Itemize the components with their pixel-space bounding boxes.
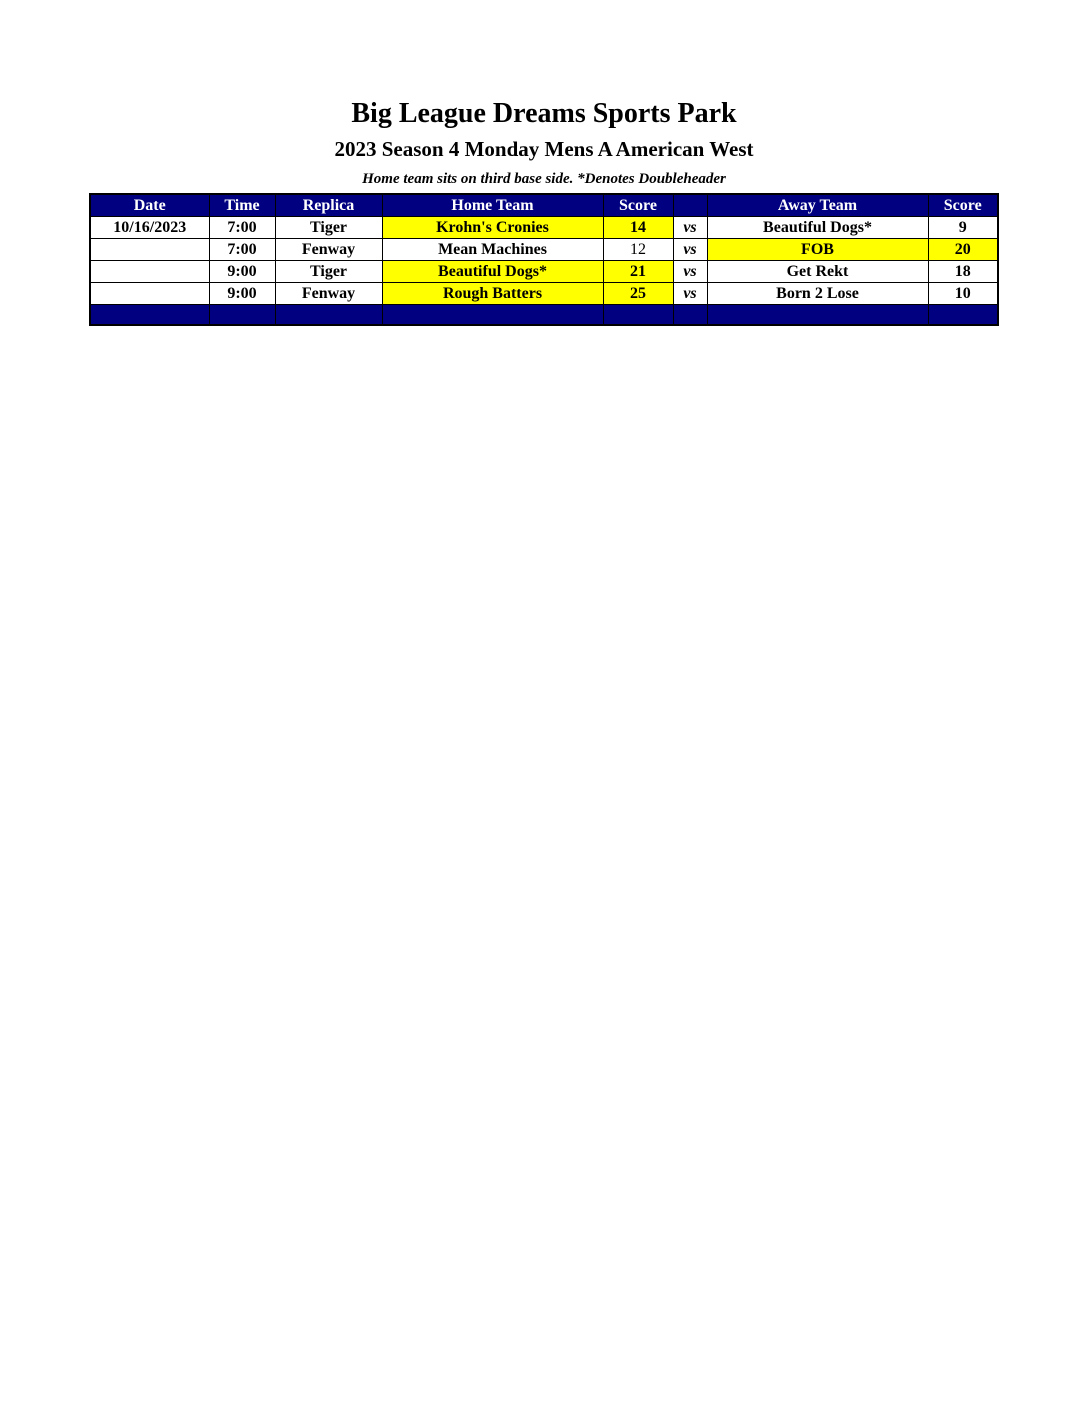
column-header-away-team: Away Team (707, 194, 928, 217)
footer-cell (928, 305, 998, 326)
vs-label: vs (673, 239, 707, 261)
home-team: Mean Machines (382, 239, 603, 261)
home-score: 12 (603, 239, 673, 261)
column-header-time: Time (209, 194, 275, 217)
home-team: Beautiful Dogs* (382, 261, 603, 283)
schedule-note: Home team sits on third base side. *Denotes Doubleheader (362, 171, 726, 187)
away-team: Beautiful Dogs* (707, 217, 928, 239)
footer-cell (275, 305, 382, 326)
column-header-home-score: Score (603, 194, 673, 217)
home-score: 21 (603, 261, 673, 283)
game-replica: Tiger (275, 217, 382, 239)
footer-cell (673, 305, 707, 326)
game-replica: Fenway (275, 239, 382, 261)
table-footer-row (90, 305, 998, 326)
away-team: Get Rekt (707, 261, 928, 283)
away-score: 9 (928, 217, 998, 239)
away-team: Born 2 Lose (707, 283, 928, 305)
footer-cell (382, 305, 603, 326)
away-score: 20 (928, 239, 998, 261)
column-header-home-team: Home Team (382, 194, 603, 217)
column-header-date: Date (90, 194, 209, 217)
game-date (90, 283, 209, 305)
home-team: Rough Batters (382, 283, 603, 305)
game-replica: Tiger (275, 261, 382, 283)
footer-cell (209, 305, 275, 326)
game-time: 7:00 (209, 239, 275, 261)
game-time: 7:00 (209, 217, 275, 239)
column-header-away-score: Score (928, 194, 998, 217)
column-header-vs (673, 194, 707, 217)
table-row (90, 261, 998, 283)
home-score: 25 (603, 283, 673, 305)
table-row (90, 239, 998, 261)
column-header-replica: Replica (275, 194, 382, 217)
footer-cell (603, 305, 673, 326)
game-date (90, 261, 209, 283)
table-row (90, 283, 998, 305)
table-row (90, 217, 998, 239)
game-replica: Fenway (275, 283, 382, 305)
page-title: Big League Dreams Sports Park (351, 98, 737, 129)
game-date (90, 239, 209, 261)
game-time: 9:00 (209, 283, 275, 305)
game-time: 9:00 (209, 261, 275, 283)
away-score: 10 (928, 283, 998, 305)
home-team: Krohn's Cronies (382, 217, 603, 239)
footer-cell (90, 305, 209, 326)
vs-label: vs (673, 217, 707, 239)
away-score: 18 (928, 261, 998, 283)
table-header-row (90, 194, 998, 217)
schedule-table (89, 193, 999, 326)
game-date: 10/16/2023 (90, 217, 209, 239)
away-team: FOB (707, 239, 928, 261)
vs-label: vs (673, 261, 707, 283)
page-subtitle: 2023 Season 4 Monday Mens A American West (334, 137, 754, 161)
footer-cell (707, 305, 928, 326)
home-score: 14 (603, 217, 673, 239)
vs-label: vs (673, 283, 707, 305)
